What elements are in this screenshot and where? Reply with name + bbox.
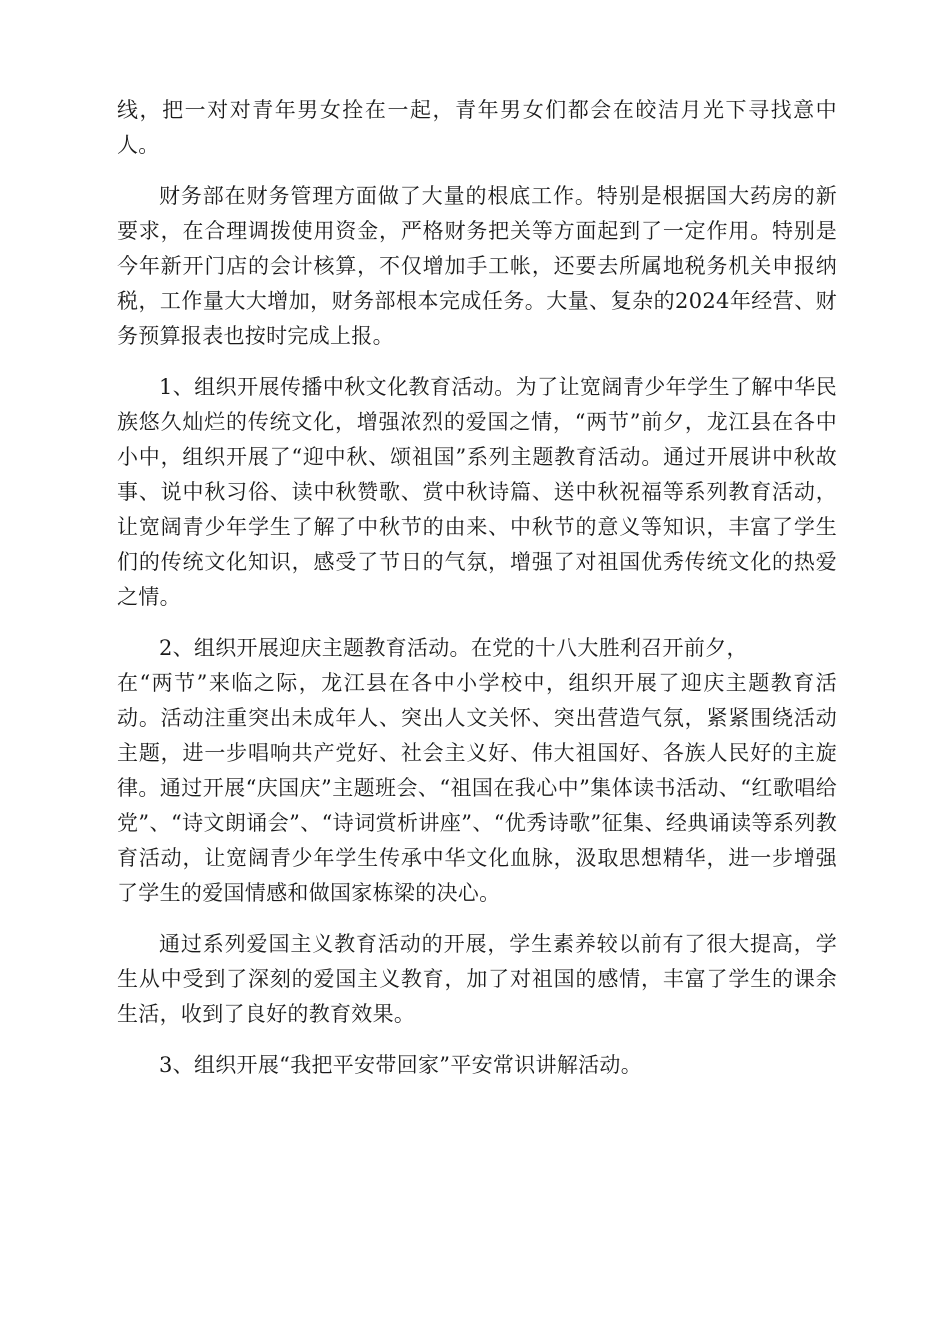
paragraph-item-2-heading: 2、组织开展迎庆主题教育活动。在党的十八大胜利召开前夕，	[159, 636, 748, 660]
paragraph-summary: 通过系列爱国主义教育活动的开展，学生素养较以前有了很大提高，学生从中受到了深刻的爱国主义教育，加了对祖国的感情，丰富了学生的课余生活，收到了良好的教育效果。	[117, 932, 837, 1026]
document-body	[117, 93, 837, 1099]
paragraph-item-3: 3、组织开展“我把平安带回家”平安常识讲解活动。	[159, 1053, 643, 1077]
paragraph-item-2-body: 在“两节”来临之际，龙江县在各中小学校中，组织开展了迎庆主题教育活动。活动注重突出未成年人、突出人文关怀、突出营造气氛，紧紧围绕活动主题，进一步唱响共产党好、社会主义好、伟大祖国好、各族人民好的主旋律。通过开展“庆国庆”主题班会、“祖国在我心中”集体读书活动、“红歌唱给党”、“诗文朗诵会”、“诗词赏析讲座”、“优秀诗歌”征集、经典诵读等系列教育活动，让宽阔青少年学生传承中华文化血脉，汲取思想精华，进一步增强了学生的爱国情感和做国家栋梁的决心。	[117, 671, 837, 905]
paragraph-finance: 财务部在财务管理方面做了大量的根底工作。特别是根据国大药房的新要求，在合理调拨使用资金，严格财务把关等方面起到了一定作用。特别是今年新开门店的会计核算，不仅增加手工帐，还要去所属地税务机关申报纳税，工作量大大增加，财务部根本完成任务。大量、复杂的2024年经营、财务预算报表也按时完成上报。	[117, 184, 837, 348]
paragraph-item-2	[117, 631, 837, 911]
paragraph-continuation: 线，把一对对青年男女拴在一起，青年男女们都会在皎洁月光下寻找意中人。	[117, 98, 837, 157]
paragraph-item-1: 1、组织开展传播中秋文化教育活动。为了让宽阔青少年学生了解中华民族悠久灿烂的传统文化，增强浓烈的爱国之情，“两节”前夕，龙江县在各中小中，组织开展了“迎中秋、颂祖国”系列主题教育活动。通过开展讲中秋故事、说中秋习俗、读中秋赞歌、赏中秋诗篇、送中秋祝福等系列教育活动，让宽阔青少年学生了解了中秋节的由来、中秋节的意义等知识，丰富了学生们的传统文化知识，感受了节日的气氛，增强了对祖国优秀传统文化的热爱之情。	[117, 375, 837, 609]
